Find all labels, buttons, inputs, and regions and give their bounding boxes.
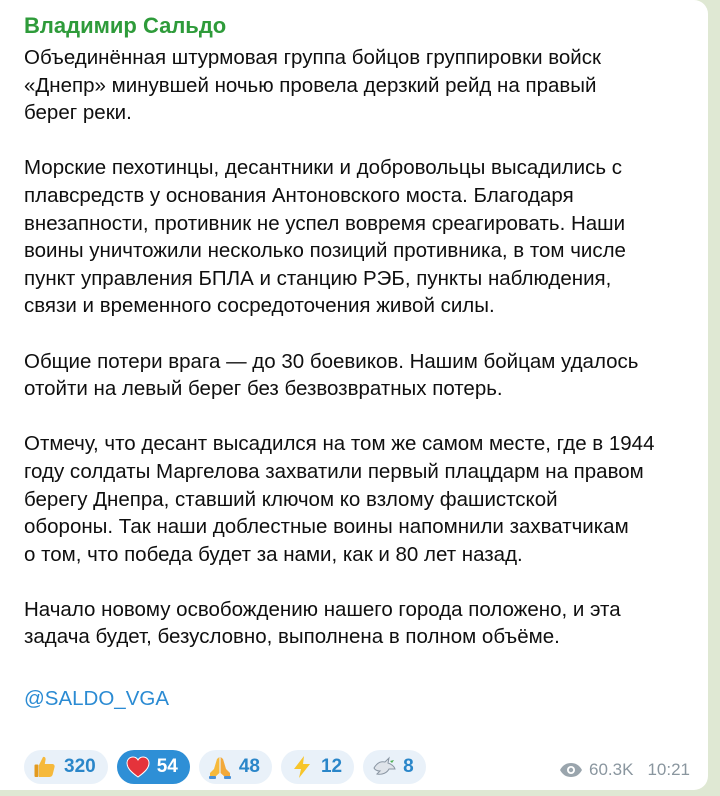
timestamp: 10:21 [647,760,690,779]
text-line: плавсредств у основания Антоновского моста. Благодаря [24,183,574,207]
reaction-count: 8 [403,756,414,777]
reaction-thumbs-up[interactable] [24,750,108,784]
text-line: обороны. Так наши доблестные воины напомнили захватчикам [24,515,629,539]
reaction-dove[interactable] [363,750,426,784]
text-line: о том, что победа будет за нами, как и 80 лет назад. [24,542,523,566]
paragraph-3 [24,348,692,403]
paragraph-1 [24,44,692,127]
text-line: воины уничтожили несколько позиций противника, в том числе [24,239,626,263]
reaction-heart[interactable] [117,750,190,784]
text-line: берегу Днепра, ставший ключом ко взлому фашистской [24,487,558,511]
text-line: берег реки. [24,101,132,125]
heart-icon [125,754,151,780]
text-line: пункт управления БПЛА и станцию РЭБ, пункты наблюдения, [24,266,612,290]
lightning-icon [289,754,315,780]
paragraph-4 [24,430,692,568]
dove-icon [371,754,397,780]
text-line: Начало новому освобождению нашего города положено, и эта [24,597,621,621]
reaction-count: 12 [320,756,343,777]
text-line: задача будет, безусловно, выполнена в полном объёме. [24,625,560,649]
reaction-count: 48 [238,756,260,777]
author-name[interactable]: Владимир Сальдо [24,13,227,38]
text-line: году солдаты Маргелова захватили первый плацдарм на правом [24,459,644,483]
reaction-praying-hands[interactable] [199,750,272,784]
thumbs-up-icon [32,754,58,780]
reaction-count: 54 [156,756,178,777]
message-meta [559,760,690,780]
praying-hands-icon [207,754,233,780]
text-line: Морские пехотинцы, десантники и добровольцы высадились с [24,156,622,180]
text-line: отойти на левый берег без безвозвратных потерь. [24,377,503,401]
text-line: Отмечу, что десант высадился на том же самом месте, где в 1944 [24,432,655,456]
message-text [24,44,692,651]
text-line: связи и временного сосредоточения живой силы. [24,294,495,318]
channel-handle-link[interactable]: @SALDO_VGA [24,686,170,710]
reactions-bar [24,750,426,784]
text-line: «Днепр» минувшей ночью провела дерзкий рейд на правый [24,73,597,97]
paragraph-2 [24,154,692,320]
reaction-count: 320 [64,756,96,777]
text-line: внезапности, противник не успел вовремя среагировать. Наши [24,211,626,235]
text-line: Общие потери врага — до 30 боевиков. Нашим бойцам удалось [24,349,639,373]
eye-icon [559,762,583,778]
paragraph-5 [24,596,692,651]
reaction-lightning[interactable] [281,750,354,784]
view-count: 60.3K [589,760,634,779]
text-line: Объединённая штурмовая группа бойцов группировки войск [24,46,601,69]
